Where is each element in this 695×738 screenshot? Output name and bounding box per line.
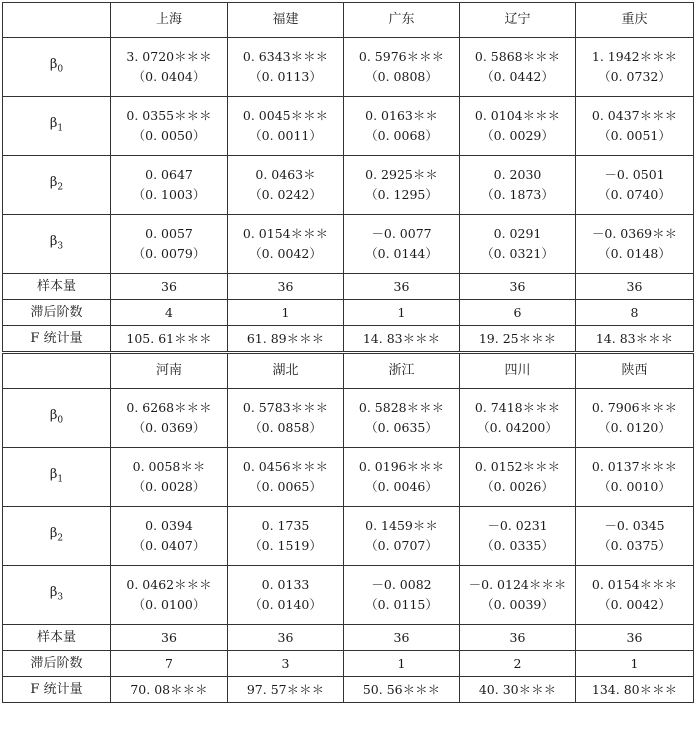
coefficient-value: 0. 0163＊＊: [365, 108, 438, 123]
coefficient-row: [3, 448, 694, 507]
standard-error: （0. 0039）: [481, 597, 554, 612]
coefficient-cell: [344, 507, 460, 566]
coefficient-value: 0. 0057: [145, 226, 193, 241]
region-header: 福建: [228, 3, 344, 38]
standard-error: （0. 0808）: [365, 69, 438, 84]
coefficient-subscript: 0: [57, 64, 64, 75]
statistic-value: 61. 89＊＊＊: [228, 326, 344, 353]
standard-error: （0. 0010）: [598, 479, 671, 494]
statistic-value: 36: [111, 625, 228, 651]
coefficient-value: －0. 0082: [371, 577, 432, 592]
coefficient-subscript: 3: [57, 592, 64, 603]
coefficient-cell: [576, 38, 694, 97]
coefficient-cell: [460, 156, 576, 215]
standard-error: （0. 1295）: [365, 187, 438, 202]
coefficient-cell: [111, 38, 228, 97]
statistic-value: 7: [111, 651, 228, 677]
coefficient-cell: [111, 97, 228, 156]
coefficient-value: 0. 0291: [493, 226, 542, 241]
coefficient-row: [3, 156, 694, 215]
coefficient-value: －0. 0369＊＊: [591, 226, 678, 241]
coefficient-row: [3, 38, 694, 97]
coefficient-value: 0. 0104＊＊＊: [474, 108, 561, 123]
statistic-value: 50. 56＊＊＊: [344, 677, 460, 703]
standard-error: （0. 0442）: [481, 69, 554, 84]
statistic-value: 1: [576, 651, 694, 677]
statistic-label: 滞后阶数: [3, 651, 111, 677]
coefficient-row: [3, 566, 694, 625]
standard-error: （0. 0068）: [365, 128, 438, 143]
statistic-row: [3, 326, 694, 353]
coefficient-cell: [460, 97, 576, 156]
standard-error: （0. 0144）: [365, 246, 438, 261]
statistic-row: [3, 274, 694, 300]
standard-error: （0. 0046）: [365, 479, 438, 494]
standard-error: （0. 0065）: [249, 479, 322, 494]
coefficient-value: 0. 1735: [261, 518, 310, 533]
coefficient-cell: [460, 448, 576, 507]
coefficient-value: 0. 5976＊＊＊: [358, 49, 445, 64]
statistic-value: 105. 61＊＊＊: [111, 326, 228, 353]
coefficient-value: －0. 0124＊＊＊: [468, 577, 567, 592]
coefficient-cell: [344, 566, 460, 625]
coefficient-label: [3, 448, 111, 507]
coefficient-cell: [460, 389, 576, 448]
coefficient-row: [3, 215, 694, 274]
statistic-value: 14. 83＊＊＊: [344, 326, 460, 353]
coefficient-cell: [460, 215, 576, 274]
statistic-value: 1: [228, 300, 344, 326]
standard-error: （0. 0115）: [365, 597, 438, 612]
coefficient-value: －0. 0231: [487, 518, 548, 533]
standard-error: （0. 0026）: [481, 479, 554, 494]
standard-error: （0. 1519）: [249, 538, 322, 553]
coefficient-subscript: 1: [57, 474, 64, 485]
coefficient-cell: [344, 389, 460, 448]
coefficient-cell: [576, 566, 694, 625]
statistic-value: 2: [460, 651, 576, 677]
standard-error: （0. 0707）: [365, 538, 438, 553]
statistic-label: 样本量: [3, 625, 111, 651]
coefficient-cell: [576, 215, 694, 274]
coefficient-label: [3, 156, 111, 215]
coefficient-cell: [460, 38, 576, 97]
coefficient-cell: [111, 448, 228, 507]
statistic-value: 4: [111, 300, 228, 326]
coefficient-cell: [111, 215, 228, 274]
coefficient-cell: [228, 97, 344, 156]
coefficient-cell: [576, 389, 694, 448]
coefficient-value: －0. 0077: [371, 226, 432, 241]
region-header: 重庆: [576, 3, 694, 38]
standard-error: （0. 0042）: [598, 597, 671, 612]
corner-cell: [3, 3, 111, 38]
coefficient-value: 0. 0463＊: [255, 167, 316, 182]
standard-error: （0. 0375）: [598, 538, 671, 553]
coefficient-value: 0. 0133: [261, 577, 310, 592]
statistic-value: 36: [460, 625, 576, 651]
coefficient-label: [3, 215, 111, 274]
coefficient-value: 0. 7418＊＊＊: [474, 400, 561, 415]
standard-error: （0. 1003）: [132, 187, 206, 202]
statistic-value: 36: [228, 625, 344, 651]
coefficient-symbol: β: [49, 174, 58, 190]
region-header: 湖北: [228, 353, 344, 389]
coefficient-value: 0. 0456＊＊＊: [242, 459, 329, 474]
coefficient-value: 0. 0394: [145, 518, 193, 533]
coefficient-value: 0. 0152＊＊＊: [474, 459, 561, 474]
coefficient-subscript: 1: [57, 123, 64, 134]
coefficient-value: 0. 0154＊＊＊: [242, 226, 329, 241]
standard-error: （0. 04200）: [477, 420, 558, 435]
region-header: 陕西: [576, 353, 694, 389]
statistic-value: 8: [576, 300, 694, 326]
coefficient-cell: [228, 215, 344, 274]
coefficient-value: 0. 0462＊＊＊: [126, 577, 212, 592]
region-header: 上海: [111, 3, 228, 38]
region-header-row: [3, 353, 694, 389]
coefficient-value: －0. 0501: [604, 167, 665, 182]
statistic-value: 36: [576, 274, 694, 300]
coefficient-value: 0. 0355＊＊＊: [126, 108, 212, 123]
coefficient-cell: [111, 507, 228, 566]
region-header: 河南: [111, 353, 228, 389]
coefficient-cell: [228, 389, 344, 448]
coefficient-value: 1. 1942＊＊＊: [591, 49, 678, 64]
statistic-value: 134. 80＊＊＊: [576, 677, 694, 703]
coefficient-cell: [344, 156, 460, 215]
statistic-row: [3, 300, 694, 326]
coefficient-label: [3, 566, 111, 625]
coefficient-value: 0. 5868＊＊＊: [474, 49, 561, 64]
statistic-value: 3: [228, 651, 344, 677]
statistic-value: 1: [344, 300, 460, 326]
standard-error: （0. 0335）: [481, 538, 554, 553]
coefficient-cell: [344, 215, 460, 274]
coefficient-row: [3, 97, 694, 156]
coefficient-value: 3. 0720＊＊＊: [126, 49, 212, 64]
statistic-value: 36: [228, 274, 344, 300]
standard-error: （0. 0369）: [132, 420, 206, 435]
coefficient-value: 0. 5783＊＊＊: [242, 400, 329, 415]
coefficient-value: 0. 6343＊＊＊: [242, 49, 329, 64]
region-header-row: [3, 3, 694, 38]
statistic-row: [3, 625, 694, 651]
coefficient-label: [3, 389, 111, 448]
statistic-value: 19. 25＊＊＊: [460, 326, 576, 353]
standard-error: （0. 0858）: [249, 420, 322, 435]
standard-error: （0. 0732）: [598, 69, 671, 84]
coefficient-value: 0. 1459＊＊: [365, 518, 438, 533]
standard-error: （0. 0407）: [132, 538, 206, 553]
coefficient-cell: [344, 97, 460, 156]
coefficient-value: 0. 0137＊＊＊: [591, 459, 678, 474]
statistic-label: F 统计量: [3, 677, 111, 703]
coefficient-value: 0. 6268＊＊＊: [126, 400, 212, 415]
statistic-value: 36: [111, 274, 228, 300]
standard-error: （0. 0051）: [598, 128, 671, 143]
regression-results-table: [2, 2, 694, 703]
standard-error: （0. 0140）: [249, 597, 322, 612]
statistic-label: F 统计量: [3, 326, 111, 353]
coefficient-value: 0. 0058＊＊: [132, 459, 206, 474]
standard-error: （0. 0050）: [132, 128, 206, 143]
statistic-value: 40. 30＊＊＊: [460, 677, 576, 703]
coefficient-subscript: 2: [57, 182, 64, 193]
coefficient-value: 0. 5828＊＊＊: [358, 400, 445, 415]
coefficient-value: 0. 0647: [145, 167, 193, 182]
coefficient-value: 0. 0154＊＊＊: [591, 577, 678, 592]
standard-error: （0. 0042）: [249, 246, 322, 261]
coefficient-symbol: β: [49, 525, 58, 541]
coefficient-value: －0. 0345: [604, 518, 665, 533]
standard-error: （0. 0120）: [598, 420, 671, 435]
coefficient-value: 0. 2030: [493, 167, 542, 182]
statistic-value: 36: [460, 274, 576, 300]
standard-error: （0. 0242）: [249, 187, 322, 202]
coefficient-cell: [344, 38, 460, 97]
statistic-value: 1: [344, 651, 460, 677]
standard-error: （0. 0148）: [598, 246, 671, 261]
corner-cell: [3, 353, 111, 389]
standard-error: （0. 0029）: [481, 128, 554, 143]
coefficient-label: [3, 97, 111, 156]
coefficient-cell: [344, 448, 460, 507]
statistic-label: 样本量: [3, 274, 111, 300]
table-body: [3, 3, 694, 703]
coefficient-symbol: β: [49, 233, 58, 249]
coefficient-value: 0. 0437＊＊＊: [591, 108, 678, 123]
coefficient-cell: [228, 156, 344, 215]
region-header: 浙江: [344, 353, 460, 389]
statistic-row: [3, 651, 694, 677]
coefficient-row: [3, 507, 694, 566]
coefficient-symbol: β: [49, 56, 58, 72]
statistic-value: 6: [460, 300, 576, 326]
coefficient-cell: [576, 507, 694, 566]
coefficient-cell: [228, 448, 344, 507]
standard-error: （0. 0079）: [132, 246, 206, 261]
coefficient-cell: [576, 97, 694, 156]
coefficient-cell: [228, 507, 344, 566]
coefficient-value: 0. 0196＊＊＊: [358, 459, 445, 474]
statistic-row: [3, 677, 694, 703]
standard-error: （0. 0635）: [365, 420, 438, 435]
coefficient-subscript: 2: [57, 533, 64, 544]
standard-error: （0. 0113）: [249, 69, 322, 84]
coefficient-symbol: β: [49, 466, 58, 482]
region-header: 四川: [460, 353, 576, 389]
statistic-label: 滞后阶数: [3, 300, 111, 326]
coefficient-label: [3, 507, 111, 566]
standard-error: （0. 0321）: [481, 246, 554, 261]
coefficient-cell: [576, 448, 694, 507]
coefficient-row: [3, 389, 694, 448]
coefficient-cell: [460, 566, 576, 625]
standard-error: （0. 0740）: [598, 187, 671, 202]
region-header: 辽宁: [460, 3, 576, 38]
coefficient-label: [3, 38, 111, 97]
standard-error: （0. 0011）: [249, 128, 322, 143]
standard-error: （0. 0404）: [132, 69, 206, 84]
coefficient-cell: [460, 507, 576, 566]
statistic-value: 36: [344, 274, 460, 300]
coefficient-cell: [111, 389, 228, 448]
coefficient-value: 0. 0045＊＊＊: [242, 108, 329, 123]
coefficient-subscript: 3: [57, 241, 64, 252]
coefficient-cell: [228, 566, 344, 625]
coefficient-cell: [576, 156, 694, 215]
coefficient-value: 0. 7906＊＊＊: [591, 400, 678, 415]
standard-error: （0. 0028）: [132, 479, 206, 494]
standard-error: （0. 0100）: [132, 597, 206, 612]
coefficient-symbol: β: [49, 407, 58, 423]
region-header: 广东: [344, 3, 460, 38]
statistic-value: 36: [344, 625, 460, 651]
coefficient-value: 0. 2925＊＊: [365, 167, 438, 182]
coefficient-cell: [228, 38, 344, 97]
statistic-value: 97. 57＊＊＊: [228, 677, 344, 703]
standard-error: （0. 1873）: [481, 187, 554, 202]
coefficient-cell: [111, 566, 228, 625]
statistic-value: 36: [576, 625, 694, 651]
coefficient-symbol: β: [49, 115, 58, 131]
coefficient-symbol: β: [49, 584, 58, 600]
statistic-value: 70. 08＊＊＊: [111, 677, 228, 703]
coefficient-subscript: 0: [57, 415, 64, 426]
statistic-value: 14. 83＊＊＊: [576, 326, 694, 353]
coefficient-cell: [111, 156, 228, 215]
